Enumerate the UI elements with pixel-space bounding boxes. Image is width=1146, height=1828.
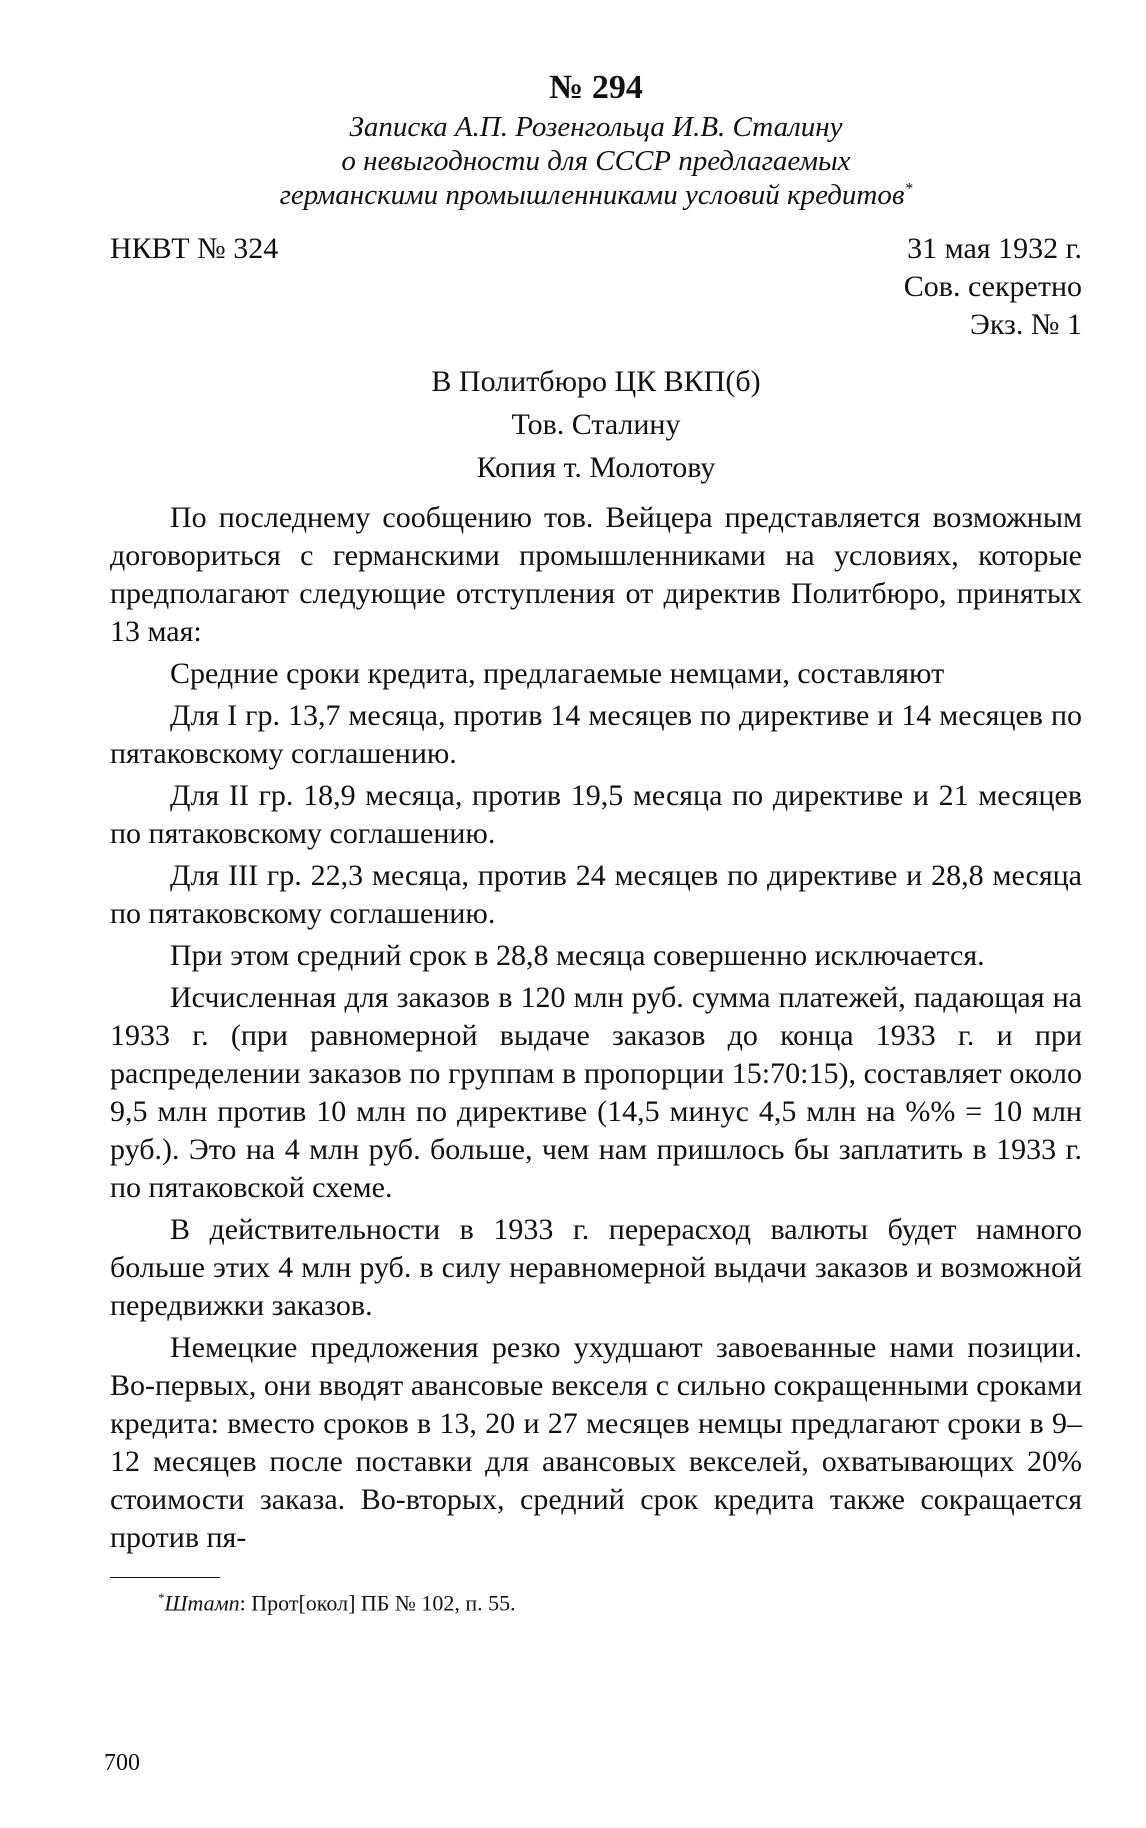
document-page [110, 62, 1082, 1617]
footnote [110, 1584, 1082, 1617]
paragraph: По последнему сообщению тов. Вейцера представляется возможным договориться с германскими промышленниками на условиях, которые предполагают следующие отступления от директив Политбюро, принятых 13 мая: [110, 501, 1082, 648]
paragraph: Для II гр. 18,9 месяца, против 19,5 месяца по директиве и 21 месяцев по пятаковскому соглашению. [110, 779, 1082, 850]
paragraph: Исчисленная для заказов в 120 млн руб. сумма платежей, падающая на 1933 г. (при равномерной выдаче заказов до конца 1933 г. и при распределении заказов по группам в пропорции 15:70:15), составляет около 9,5 млн против 10 млн по директиве (14,5 минус 4,5 млн на %% = 10 млн руб.). Это на 4 млн руб. больше, чем нам пришлось бы заплатить в 1933 г. по пятаковской схеме. [110, 981, 1082, 1204]
footnote-divider [110, 1577, 220, 1578]
classification: Сов. секретно [903, 270, 1082, 303]
body-text [110, 499, 1082, 1557]
footnote-text: : Прот[окол] ПБ № 102, п. 55. [239, 1590, 516, 1616]
footnote-label: Штамп [164, 1590, 240, 1616]
paragraph: В действительности в 1933 г. перерасход валюты будет намного больше этих 4 млн руб. в силу неравномерной выдачи заказов и возможной передвижки заказов. [110, 1213, 1082, 1322]
paragraph: Средние сроки кредита, предлагаемые немцами, составляют [170, 657, 945, 690]
meta-right [904, 230, 1082, 344]
paragraph: При этом средний срок в 28,8 месяца совершенно исключается. [170, 939, 985, 972]
paragraph: Немецкие предложения резко ухудшают завоеванные нами позиции. Во-первых, они вводят авансовые векселя с сильно сокращенными сроками кредита: вместо сроков в 13, 20 и 27 месяцев немцы предлагают сроки в 9–12 месяцев после поставки для авансовых векселей, охватывающих 20% стоимости заказа. Во-вторых, средний срок кредита также сокращается против пя- [110, 1331, 1082, 1554]
document-meta [110, 230, 1082, 350]
document-date: 31 мая 1932 г. [907, 232, 1082, 265]
paragraph: Для I гр. 13,7 месяца, против 14 месяцев по директиве и 14 месяцев по пятаковскому соглашению. [110, 699, 1082, 770]
title-line [110, 178, 1082, 212]
footnote-mark: * [158, 1590, 165, 1605]
title-line: о невыгодности для СССР предлагаемых [341, 145, 851, 177]
title-line: Записка А.П. Розенгольца И.В. Сталину [349, 111, 843, 143]
document-title [110, 110, 1082, 212]
addressee: Тов. Сталину [511, 408, 681, 441]
document-number: № 294 [549, 69, 643, 106]
title-line-text: германскими промышленниками условий кредитов [279, 179, 905, 211]
reference-number: НКВТ № 324 [110, 232, 279, 265]
copy-number: Экз. № 1 [970, 308, 1082, 341]
addressees [110, 360, 1082, 489]
title-footnote-mark: * [904, 180, 913, 198]
page-number: 700 [104, 1750, 140, 1776]
addressee: Копия т. Молотову [476, 451, 716, 484]
addressee: В Политбюро ЦК ВКП(б) [431, 365, 761, 398]
paragraph: Для III гр. 22,3 месяца, против 24 месяцев по директиве и 28,8 месяца по пятаковскому соглашению. [110, 859, 1082, 930]
